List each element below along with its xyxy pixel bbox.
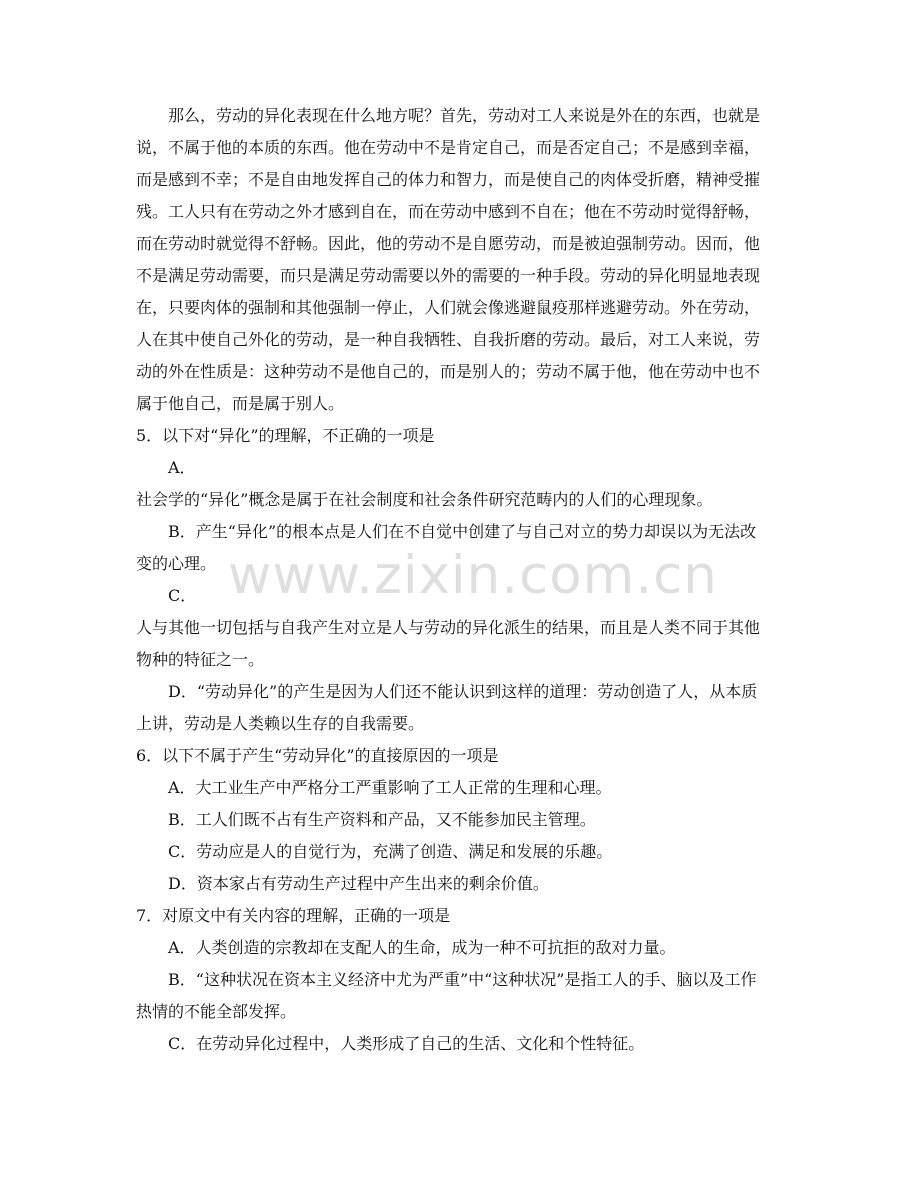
text-line: B．工人们既不占有生产资料和产品，又不能参加民主管理。 [136,810,596,829]
text-line: A． [136,458,196,477]
text-line: 社会学的“异化”概念是属于在社会制度和社会条件研究范畴内的人们的心理现象。 [136,490,713,509]
text-line: 7．对原文中有关内容的理解，正确的一项是 [136,906,451,925]
watermark: www.zixin.com.cn [228,545,718,606]
text-line: A．大工业生产中严格分工严重影响了工人正常的生理和心理。 [136,778,612,797]
text-line: 人在其中使自己外化的劳动，是一种自我牺牲、自我折磨的劳动。最后，对工人来说，劳 [136,330,761,349]
text-line: 物种的特征之一。 [136,650,265,669]
text-line: 6．以下不属于产生“劳动异化”的直接原因的一项是 [136,746,499,765]
text-line: 动的外在性质是：这种劳动不是他自己的，而是别人的；劳动不属于他，他在劳动中也不 [136,362,761,381]
text-line: 在，只要肉体的强制和其他强制一停止，人们就会像逃避鼠疫那样逃避劳动。外在劳动， [136,298,761,317]
text-line: 那么，劳动的异化表现在什么地方呢？首先，劳动对工人来说是外在的东西，也就是 [136,106,761,125]
text-line: 属于他自己，而是属于别人。 [136,394,345,413]
text-line: 残。工人只有在劳动之外才感到自在，而在劳动中感到不自在；他在不劳动时觉得舒畅， [136,202,761,221]
text-line: C． [136,586,197,605]
text-line: D．资本家占有劳动生产过程中产生出来的剩余价值。 [136,874,549,893]
text-line: D．“劳动异化”的产生是因为人们还不能认识到这样的道理：劳动创造了人，从本质 [136,682,758,701]
text-line: 而是感到不幸；不是自由地发挥自己的体力和智力，而是使自己的肉体受折磨，精神受摧 [136,170,761,189]
text-line: 上讲，劳动是人类赖以生存的自我需要。 [136,714,425,733]
text-line: B．“这种状况在资本主义经济中尤为严重”中“这种状况”是指工人的手、脑以及工作 [136,970,757,989]
text-line: 5．以下对“异化”的理解，不正确的一项是 [136,426,435,445]
text-line: 不是满足劳动需要，而只是满足劳动需要以外的需要的一种手段。劳动的异化明显地表现 [136,266,761,285]
text-line: C．在劳动异化过程中，人类形成了自己的生活、文化和个性特征。 [136,1034,645,1053]
text-line: C．劳动应是人的自觉行为，充满了创造、满足和发展的乐趣。 [136,842,613,861]
text-line: B．产生“异化”的根本点是人们在不自觉中创建了与自己对立的势力却误以为无法改 [136,522,757,541]
text-line: 人与其他一切包括与自我产生对立是人与劳动的异化派生的结果，而且是人类不同于其他 [136,618,761,637]
text-line: A．人类创造的宗教却在支配人的生命，成为一种不可抗拒的敌对力量。 [136,938,676,957]
text-line: 说，不属于他的本质的东西。他在劳动中不是肯定自己，而是否定自己；不是感到幸福， [136,138,761,157]
text-line: 变的心理。 [136,554,217,573]
text-line: 热情的不能全部发挥。 [136,1002,297,1021]
text-line: 而在劳动时就觉得不舒畅。因此，他的劳动不是自愿劳动，而是被迫强制劳动。因而，他 [136,234,761,253]
